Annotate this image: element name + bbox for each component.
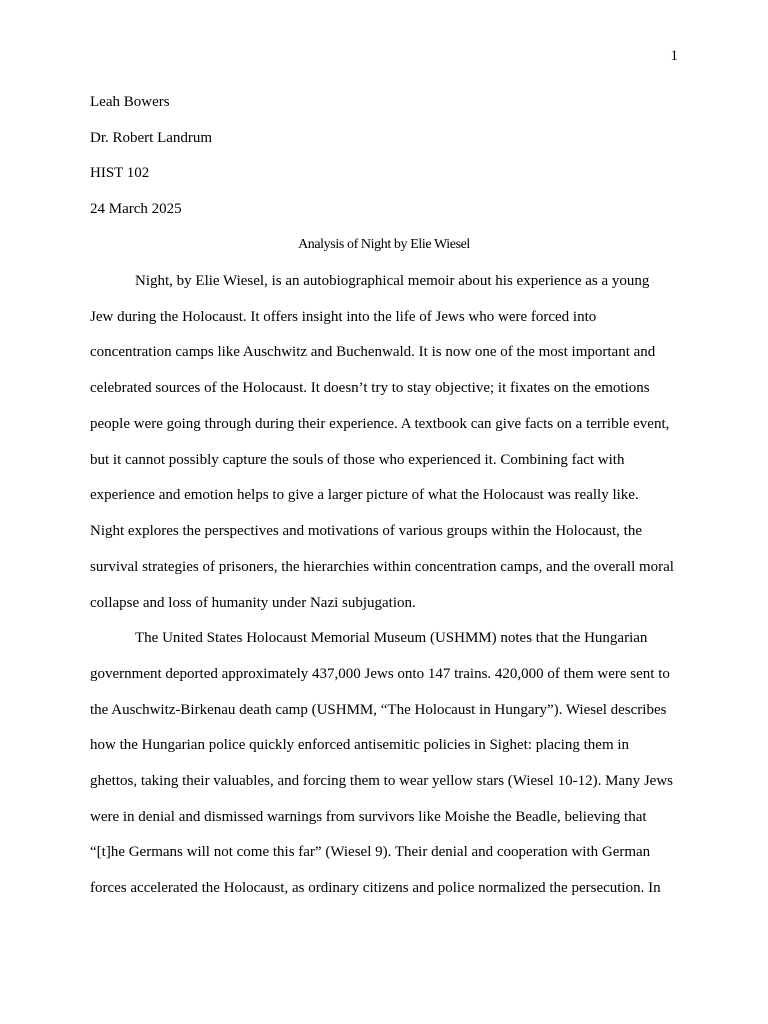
paragraph-1-line: Jew during the Holocaust. It offers insight into the life of Jews who were forced into — [90, 309, 597, 325]
paragraph-1-line: experience and emotion helps to give a larger picture of what the Holocaust was really like. — [90, 487, 639, 503]
paragraph-1-line: collapse and loss of humanity under Nazi subjugation. — [90, 595, 416, 611]
mla-header — [90, 92, 678, 235]
paragraph-2-line: the Auschwitz-Birkenau death camp (USHMM, “The Holocaust in Hungary”). Wiesel describes — [90, 702, 667, 718]
document-title: Analysis of Night by Elie Wiesel — [298, 237, 470, 252]
paragraph-1-line: celebrated sources of the Holocaust. It doesn’t try to stay objective; it fixates on the emotions — [90, 380, 650, 396]
paragraph-1-line: but it cannot possibly capture the souls of those who experienced it. Combining fact with — [90, 452, 625, 468]
course-name: HIST 102 — [90, 165, 150, 182]
page-number: 1 — [670, 48, 678, 64]
author-name: Leah Bowers — [90, 94, 170, 110]
paragraph-2-line: “[t]he Germans will not come this far” (Wiesel 9). Their denial and cooperation with German — [90, 844, 651, 860]
paragraph-2-line: government deported approximately 437,000 Jews onto 147 trains. 420,000 of them were sent to — [90, 666, 670, 682]
paragraph-2-line: how the Hungarian police quickly enforced antisemitic policies in Sighet: placing them in — [90, 737, 630, 753]
paragraph-1-line: concentration camps like Auschwitz and Buchenwald. It is now one of the most important and — [90, 344, 656, 360]
paragraph-2-line: ghettos, taking their valuables, and forcing them to wear yellow stars (Wiesel 10-12). Many Jews — [90, 773, 673, 789]
paragraph-2-line: were in denial and dismissed warnings from survivors like Moishe the Beadle, believing that — [90, 809, 647, 825]
paragraph-2-line: The United States Holocaust Memorial Museum (USHMM) notes that the Hungarian — [135, 630, 648, 646]
document-date: 24 March 2025 — [90, 201, 182, 218]
paragraph-1-line: survival strategies of prisoners, the hierarchies within concentration camps, and the overall moral — [90, 559, 674, 575]
paragraph-1-line: Night explores the perspectives and motivations of various groups within the Holocaust, the — [90, 523, 642, 539]
paragraph-1-line: people were going through during their experience. A textbook can give facts on a terrible event, — [90, 416, 670, 432]
paragraph-2-line: forces accelerated the Holocaust, as ordinary citizens and police normalized the persecution. In — [90, 880, 661, 896]
paragraph-1-line: Night, by Elie Wiesel, is an autobiographical memoir about his experience as a young — [135, 273, 650, 289]
instructor-name: Dr. Robert Landrum — [90, 129, 213, 146]
